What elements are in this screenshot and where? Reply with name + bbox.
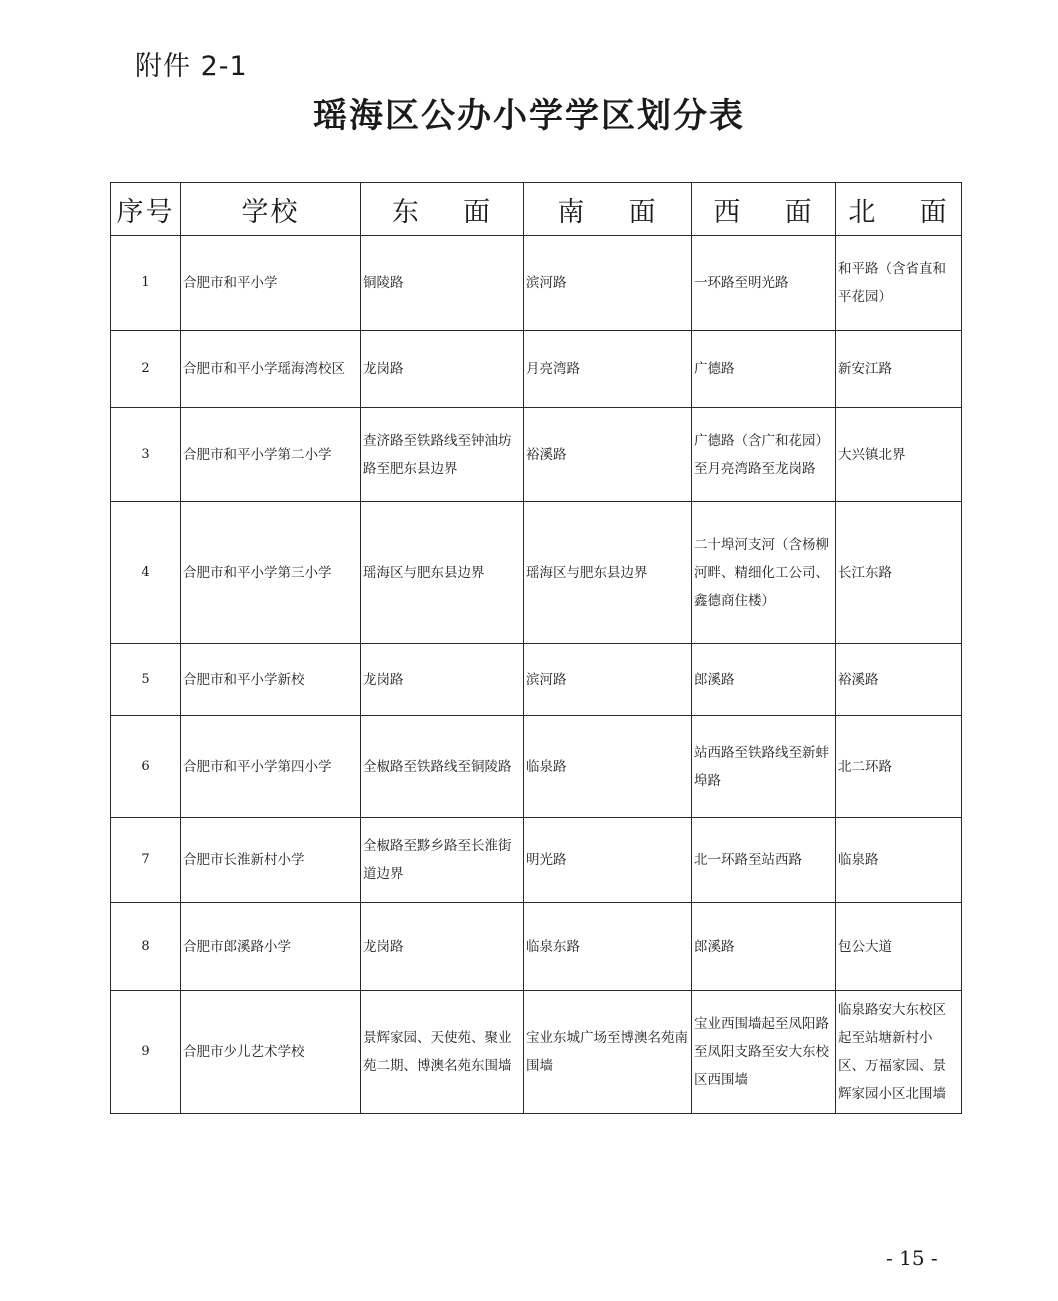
cell-north: 临泉路安大东校区起至站塘新村小区、万福家园、景辉家园小区北围墙 [836,991,962,1114]
cell-no: 2 [111,331,181,408]
cell-south: 临泉路 [524,716,692,818]
cell-north: 临泉路 [836,818,962,903]
cell-school: 合肥市和平小学第四小学 [181,716,361,818]
cell-west: 一环路至明光路 [692,236,836,331]
cell-north: 大兴镇北界 [836,408,962,502]
table-row [111,991,962,1114]
cell-west: 二十埠河支河（含杨柳河畔、精细化工公司、鑫德商住楼） [692,502,836,644]
page-number: - 15 - [886,1246,938,1270]
header-school: 学校 [181,183,361,236]
school-district-table [110,182,962,1114]
cell-school: 合肥市和平小学第三小学 [181,502,361,644]
cell-north: 北二环路 [836,716,962,818]
cell-east: 龙岗路 [361,331,524,408]
cell-south: 临泉东路 [524,903,692,991]
header-south: 南 面 [524,183,692,236]
cell-school: 合肥市和平小学新校 [181,644,361,716]
cell-south: 滨河路 [524,236,692,331]
cell-no: 9 [111,991,181,1114]
header-east: 东 面 [361,183,524,236]
cell-no: 7 [111,818,181,903]
table-row [111,818,962,903]
cell-east: 龙岗路 [361,644,524,716]
cell-south: 月亮湾路 [524,331,692,408]
cell-south: 宝业东城广场至博澳名苑南围墙 [524,991,692,1114]
cell-east: 查济路至铁路线至钟油坊路至肥东县边界 [361,408,524,502]
attachment-label: 附件 2-1 [135,51,248,82]
cell-north: 包公大道 [836,903,962,991]
cell-west: 广德路（含广和花园）至月亮湾路至龙岗路 [692,408,836,502]
cell-west: 站西路至铁路线至新蚌埠路 [692,716,836,818]
header-north: 北 面 [836,183,962,236]
cell-no: 8 [111,903,181,991]
cell-south: 滨河路 [524,644,692,716]
cell-east: 龙岗路 [361,903,524,991]
table-row [111,502,962,644]
table-row [111,236,962,331]
cell-north: 裕溪路 [836,644,962,716]
cell-south: 明光路 [524,818,692,903]
cell-no: 1 [111,236,181,331]
cell-east: 全椒路至铁路线至铜陵路 [361,716,524,818]
table-row [111,903,962,991]
cell-no: 5 [111,644,181,716]
cell-west: 北一环路至站西路 [692,818,836,903]
cell-west: 郎溪路 [692,644,836,716]
table-row [111,716,962,818]
header-no: 序号 [111,183,181,236]
cell-south: 瑶海区与肥东县边界 [524,502,692,644]
table-row [111,331,962,408]
cell-school: 合肥市和平小学第二小学 [181,408,361,502]
cell-no: 4 [111,502,181,644]
cell-north: 和平路（含省直和平花园） [836,236,962,331]
table-row [111,408,962,502]
cell-north: 新安江路 [836,331,962,408]
cell-school: 合肥市少儿艺术学校 [181,991,361,1114]
table-row [111,644,962,716]
cell-east: 铜陵路 [361,236,524,331]
cell-south: 裕溪路 [524,408,692,502]
cell-no: 6 [111,716,181,818]
cell-east: 瑶海区与肥东县边界 [361,502,524,644]
cell-east: 景辉家园、天使苑、聚业苑二期、博澳名苑东围墙 [361,991,524,1114]
header-west: 西 面 [692,183,836,236]
document-title: 瑶海区公办小学学区划分表 [313,96,745,136]
cell-west: 宝业西围墙起至凤阳路至凤阳支路至安大东校区西围墙 [692,991,836,1114]
table-header-row [111,183,962,236]
cell-no: 3 [111,408,181,502]
cell-east: 全椒路至黟乡路至长淮街道边界 [361,818,524,903]
cell-school: 合肥市郎溪路小学 [181,903,361,991]
cell-west: 郎溪路 [692,903,836,991]
cell-school: 合肥市和平小学 [181,236,361,331]
cell-north: 长江东路 [836,502,962,644]
cell-school: 合肥市和平小学瑶海湾校区 [181,331,361,408]
cell-school: 合肥市长淮新村小学 [181,818,361,903]
cell-west: 广德路 [692,331,836,408]
